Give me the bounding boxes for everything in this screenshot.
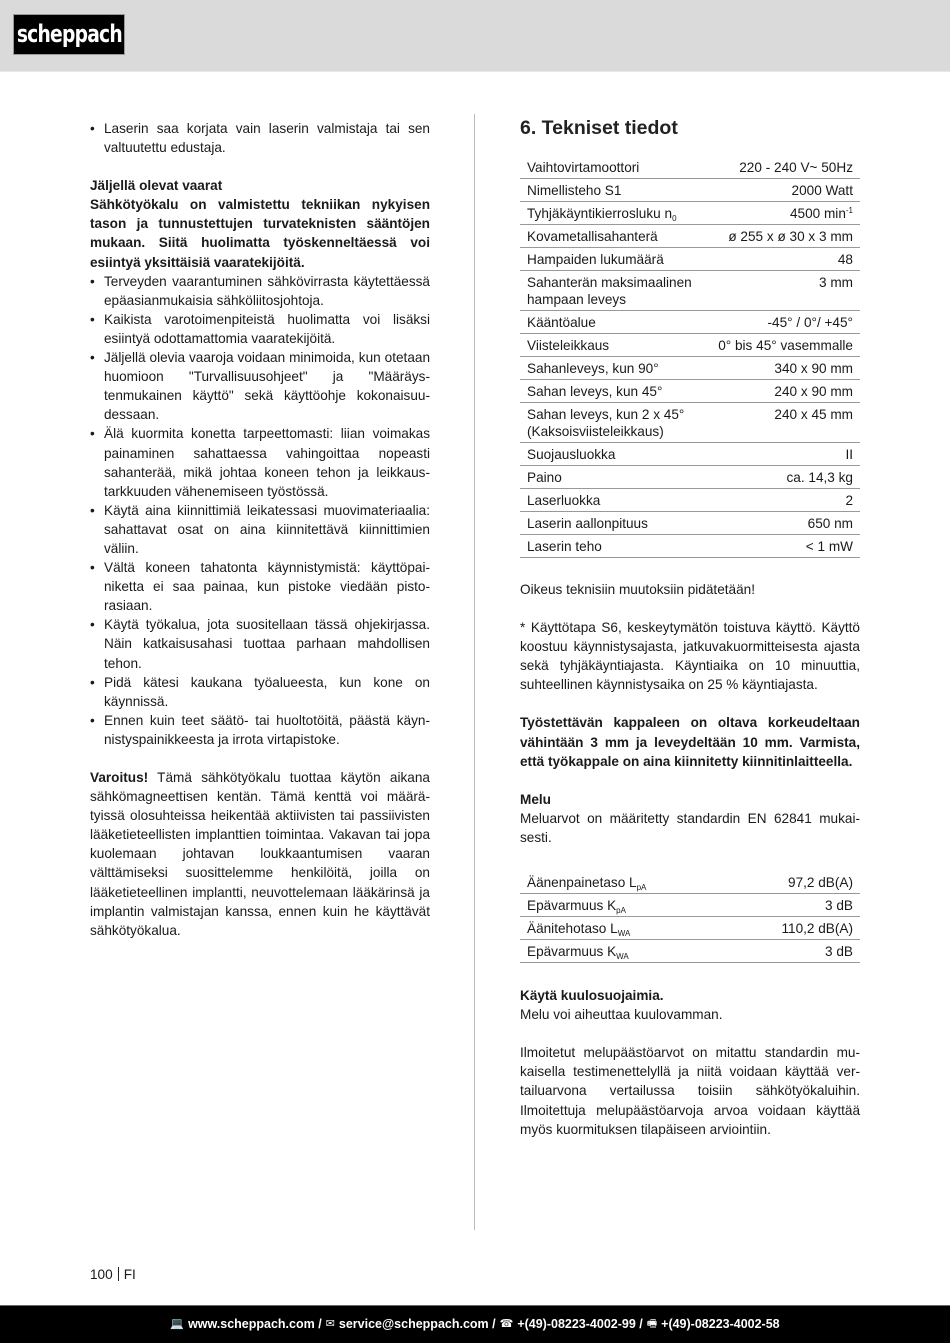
spec-value (711, 489, 860, 512)
spec-value (711, 334, 860, 357)
value-text: 650 nm (807, 516, 853, 531)
list-item: • Käytä aina kiinnittimiä leikatessasi muovimateriaalia: sahattavat osat on aina kiinnitettävä kiinnittimien väliin. (90, 501, 430, 558)
computer-icon: 💻 (170, 1317, 185, 1330)
spec-value (711, 248, 860, 271)
spec-value (711, 403, 860, 443)
fax-number: +(49)-08223-4002-58 (661, 1316, 780, 1331)
spec-value (727, 871, 860, 894)
spec-value (727, 917, 860, 940)
label-text: Nimellisteho S1 (527, 183, 622, 198)
label-text: Sahan leveys, kun 45° (527, 384, 663, 399)
value-text: 110,2 dB(A) (781, 921, 853, 937)
table-row (520, 311, 860, 334)
page-header (0, 0, 950, 72)
spec-label (520, 334, 711, 357)
spec-value (711, 225, 860, 248)
website-link[interactable]: www.scheppach.com / (188, 1316, 322, 1331)
spec-value (711, 156, 860, 179)
hearing-text: Melu voi aiheuttaa kuulovamman. (520, 1007, 723, 1023)
hearing-heading: Käytä kuulosuojaimia. (520, 988, 664, 1004)
table-row (520, 894, 860, 917)
phone-number: +(49)-08223-4002-99 / (517, 1316, 643, 1331)
subscript: 0 (672, 214, 677, 223)
table-row (520, 535, 860, 558)
table-row (520, 871, 860, 894)
page-footer (0, 1305, 950, 1343)
spec-label (520, 225, 711, 248)
label-text: Viisteleikkaus (527, 338, 610, 353)
table-row (520, 489, 860, 512)
table-row (520, 179, 860, 202)
spec-value (711, 443, 860, 466)
spec-label (520, 940, 727, 963)
table-row (520, 357, 860, 380)
value-text: 4500 min (789, 206, 846, 221)
emission-text: Ilmoitetut melupäästöarvot on mitattu standardin mukaisella testimenettelyllä ja niitä voidaan käyttää vertailuarvona vertailussa toisiin sähkötyökaluihin. Ilmoitettuja melupäästöarvoja arvoa voidaan käyttää myös kuormituksen tilapäiseen arviointiin. (520, 1045, 860, 1137)
label-text: Laserin aallonpituus (527, 516, 648, 531)
label-text: Sahan leveys, kun 2 x 45° (Kaksoisviisteleikkaus) (527, 407, 685, 439)
warning-label: Varoitus! (90, 770, 149, 785)
superscript: -1 (845, 206, 853, 215)
table-row (520, 334, 860, 357)
section-heading: Jäljellä olevat vaarat (90, 178, 223, 194)
subscript: WA (617, 929, 631, 939)
value-text: -45° / 0°/ +45° (767, 315, 853, 330)
spec-value (727, 894, 860, 917)
spec-label (520, 248, 711, 271)
spec-value (711, 202, 860, 225)
label-text: Äänenpainetaso L (527, 875, 637, 891)
mail-icon: ✉ (325, 1317, 335, 1330)
spec-value (711, 535, 860, 558)
table-row (520, 403, 860, 443)
spec-label (520, 357, 711, 380)
spec-value (711, 512, 860, 535)
list-item: • Terveyden vaarantuminen sähkövirrasta käytettäessä epäasianmukaisia sähköliitosjohtoja. (90, 272, 430, 310)
noise-heading: Melu (520, 791, 551, 807)
fax-icon: 🖷 (646, 1317, 658, 1330)
value-text: 0° bis 45° vasemmalle (718, 338, 853, 353)
spec-label (520, 202, 711, 225)
phone-icon: ☎ (499, 1317, 514, 1330)
spec-value (711, 271, 860, 311)
spec-value (711, 179, 860, 202)
subscript: pA (636, 883, 647, 893)
label-text: Suojausluokka (527, 447, 616, 462)
table-row (520, 512, 860, 535)
email-link[interactable]: service@scheppach.com / (338, 1316, 496, 1331)
spec-label (520, 917, 727, 940)
scheppach-logo: scheppach (13, 14, 125, 55)
spec-label (520, 403, 711, 443)
list-item: • Ennen kuin teet säätö- tai huoltotöitä, päästä käynnistyspainikkeesta ja irrota virtapistoke. (90, 711, 430, 749)
spec-label (520, 489, 711, 512)
noise-intro: Meluarvot on määritetty standardin EN 62841 mukaisesti. (520, 810, 860, 845)
value-text: 220 - 240 V~ 50Hz (739, 160, 853, 175)
label-text: Vaihtovirtamoottori (527, 160, 640, 175)
table-row (520, 917, 860, 940)
value-text: 97,2 dB(A) (788, 875, 853, 891)
table-row (520, 248, 860, 271)
subscript: pA (616, 906, 626, 916)
value-text: 2000 Watt (791, 183, 853, 198)
spec-value (711, 311, 860, 334)
value-text: II (845, 447, 853, 462)
list-item: • Kaikista varotoimenpiteistä huolimatta voi lisäksi esiintyä odottamattomia vaaratekijöitä. (90, 310, 430, 348)
label-text: Laserluokka (527, 493, 601, 508)
subscript: WA (616, 952, 629, 962)
spec-label (520, 535, 711, 558)
page-number: 100 FI (90, 1267, 136, 1282)
label-text: Epävarmuus K (527, 898, 617, 914)
list-item: • Vältä koneen tahatonta käynnistymistä: käyttöpainiketta ei saa painaa, kun pistoke viedään pistorasiaan. (90, 558, 430, 615)
spec-value (727, 940, 860, 963)
spec-label (520, 380, 711, 403)
label-text: Tyhjäkäyntikierrosluku n (527, 206, 673, 221)
label-text: Paino (527, 470, 562, 485)
label-text: Laserin teho (527, 539, 602, 554)
residual-intro: Sähkötyökalu on valmistettu tekniikan nykyisen tason ja tunnustettujen turvateknisten sääntöjen mukaan. Siitä huolimatta työskenneltäessä voi esiintyä yksittäisiä vaaratekijöitä. (90, 197, 430, 270)
separator (118, 1267, 119, 1281)
value-text: 240 x 45 mm (774, 407, 853, 422)
label-text: Äänitehotaso L (527, 921, 618, 937)
right-column (520, 119, 860, 1139)
label-text: Kovametallisahanterä (527, 229, 658, 244)
residual-risk-list (90, 272, 430, 749)
spec-value (711, 357, 860, 380)
spec-value (711, 380, 860, 403)
table-row (520, 271, 860, 311)
spec-label (520, 156, 711, 179)
value-text: 48 (837, 252, 853, 267)
spec-label (520, 512, 711, 535)
value-text: 3 mm (819, 275, 853, 290)
label-text: Sahanleveys, kun 90° (527, 361, 659, 376)
spec-label (520, 271, 711, 311)
table-row (520, 156, 860, 179)
label-text: Kääntöalue (527, 315, 596, 330)
spec-value (711, 466, 860, 489)
value-text: 2 (845, 493, 853, 508)
section-title: 6. Tekniset tiedot (520, 117, 678, 139)
table-row (520, 225, 860, 248)
value-text: 3 dB (825, 944, 853, 960)
table-row (520, 202, 860, 225)
left-column (90, 119, 430, 940)
duty-note: * Käyttötapa S6, keskeytymätön toistuva käyttö. Käyttö koostuu käynnistysajasta, jatkuvakuormitteisesta ajasta sekä tyhjäkäyntiajasta. Käyntiaika on 10 minuuttia, suhteellinen käynnistysaika on 25 % käyntiajasta. (520, 620, 860, 693)
spec-label (520, 871, 727, 894)
warning-paragraph: Varoitus! Tämä sähkötyökalu tuottaa käytön aikana sähkömagneettisen kentän. Tämä kenttä voi määrätyissä olosuhteissa heikentää aktiivisten tai passiivisten lääketieteellisten implanttien toimintaa. Vakavan tai jopa kuolemaan johtavan loukkaantumisen vaaran välttämiseksi suosittelemme henkilöitä, joilla on lääketieteellinen implantti, neuvottelemaan lääkärinsä ja implantin valmistajan kanssa, ennen kuin he käyttävät sähkötyökalua. (90, 770, 430, 938)
label-text: Sahanterän maksimaalinen hampaan leveys (527, 275, 692, 307)
rights-note: Oikeus teknisiin muutoksiin pidätetään! (520, 582, 755, 597)
value-text: 3 dB (825, 898, 853, 914)
spec-label (520, 466, 711, 489)
value-text: ø 255 x ø 30 x 3 mm (728, 229, 853, 244)
table-row (520, 466, 860, 489)
value-text: < 1 mW (805, 539, 853, 554)
value-text: 240 x 90 mm (774, 384, 853, 399)
list-item: • Laserin saa korjata vain laserin valmistaja tai sen valtuutettu edustaja. (90, 119, 430, 157)
list-item: • Älä kuormita konetta tarpeettomasti: liian voimakas painaminen sahattaessa vahingoittaa nopeasti sahanterää, mikä johtaa koneen tehon ja leikkaustarkkuuden vähenemiseen työstössä. (90, 424, 430, 500)
list-item: • Käytä työkalua, jota suositellaan tässä ohjekirjassa. Näin katkaisusahasi tuottaa parhaan mahdollisen tehon. (90, 615, 430, 672)
spec-label (520, 443, 711, 466)
spec-table (520, 156, 860, 558)
table-row (520, 380, 860, 403)
noise-table (520, 871, 860, 963)
label-text: Epävarmuus K (527, 944, 617, 960)
label-text: Hampaiden lukumäärä (527, 252, 664, 267)
list-item: • Jäljellä olevia vaaroja voidaan minimoida, kun otetaan huomioon "Turvallisuusohjeet" ja "Määräystenmukainen käyttö" sekä käyttöohje kokonaisuudessaan. (90, 348, 430, 424)
list-item: • Pidä kätesi kaukana työalueesta, kun kone on käynnissä. (90, 673, 430, 711)
column-divider (474, 114, 475, 1230)
spec-label (520, 311, 711, 334)
spec-label (520, 894, 727, 917)
value-text: 340 x 90 mm (774, 361, 853, 376)
workpiece-note: Työstettävän kappaleen on oltava korkeudeltaan vähintään 3 mm ja leveydeltään 10 mm. Varmista, että työkappale on aina kiinnitetty kiinnitinlaitteella. (520, 715, 860, 769)
spec-label (520, 179, 711, 202)
value-text: ca. 14,3 kg (786, 470, 853, 485)
table-row (520, 443, 860, 466)
table-row (520, 940, 860, 963)
